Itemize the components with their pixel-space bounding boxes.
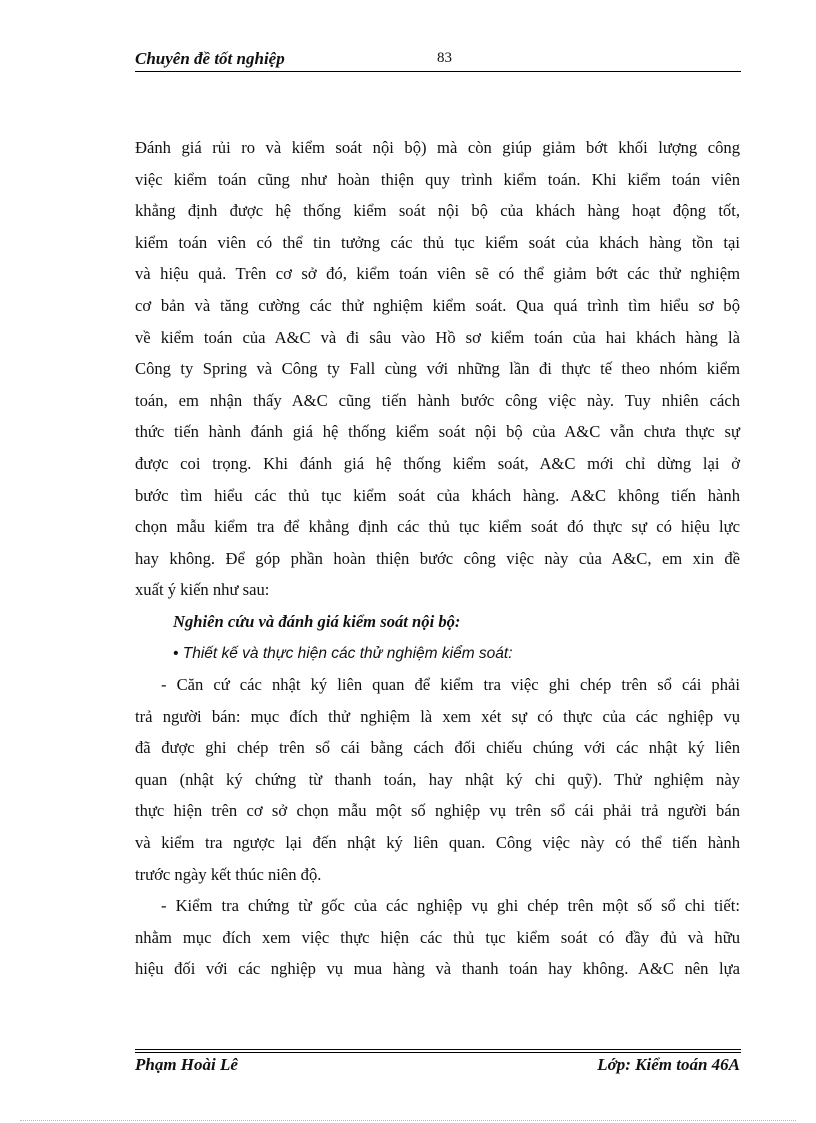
- body-line: và kiểm tra ngược lại đến nhật ký liên quan. Công việc này có thể tiến hành: [135, 833, 740, 853]
- body-line: kiểm toán viên có thể tin tưởng các thủ tục kiểm soát của khách hàng tồn tại: [135, 232, 740, 252]
- body-line: về kiểm toán của A&C và đi sâu vào Hồ sơ kiểm toán của hai khách hàng là: [135, 327, 740, 347]
- body-line: thức tiến hành đánh giá hệ thống kiểm soát nội bộ của A&C vẫn chưa thực sự: [135, 422, 740, 442]
- body-line: bước tìm hiểu các thủ tục kiểm soát của khách hàng. A&C không tiến hành: [135, 485, 740, 505]
- body-line: việc kiểm toán cũng như hoàn thiện quy trình kiểm toán. Khi kiểm toán viên: [135, 169, 740, 189]
- body-line: khẳng định được hệ thống kiểm soát nội bộ của khách hàng hoạt động tốt,: [135, 201, 740, 221]
- body-line: quan (nhật ký chứng từ thanh toán, hay nhật ký chi quỹ). Thử nghiệm này: [135, 769, 740, 789]
- body-line: đã được ghi chép trên sổ cái bằng cách đối chiếu chúng với các nhật ký liên: [135, 738, 740, 758]
- section-heading: Nghiên cứu và đánh giá kiểm soát nội bộ:: [173, 611, 461, 631]
- body-line: - Kiểm tra chứng từ gốc của các nghiệp vụ ghi chép trên một số sổ chi tiết:: [161, 896, 740, 916]
- body-line: và hiệu quả. Trên cơ sở đó, kiểm toán viên sẽ có thể giảm bớt các thử nghiệm: [135, 264, 740, 284]
- body-line: toán, em nhận thấy A&C cũng tiến hành bước công việc này. Tuy nhiên cách: [135, 390, 740, 410]
- footer-class: Lớp: Kiểm toán 46A: [597, 1055, 740, 1074]
- body-line: hay không. Để góp phần hoàn thiện bước công việc này của A&C, em xin đề: [135, 548, 740, 568]
- page-edge-dots: [20, 1120, 796, 1121]
- body-line: trả người bán: mục đích thử nghiệm là xem xét sự có thực của các nghiệp vụ: [135, 706, 740, 726]
- body-line: - Căn cứ các nhật ký liên quan để kiểm tra việc ghi chép trên sổ cái phải: [161, 675, 740, 695]
- document-body: [135, 132, 740, 985]
- header-rule: [135, 71, 741, 72]
- body-line: hiệu đối với các nghiệp vụ mua hàng và thanh toán hay không. A&C nên lựa: [135, 959, 740, 979]
- body-line: Đánh giá rủi ro và kiểm soát nội bộ) mà còn giúp giảm bớt khối lượng công: [135, 138, 740, 157]
- body-line: xuất ý kiến như sau:: [135, 580, 270, 600]
- footer-rule: [135, 1049, 741, 1053]
- header-title: Chuyên đề tốt nghiệp: [135, 49, 285, 68]
- body-line: trước ngày kết thúc niên độ.: [135, 864, 322, 884]
- body-line: nhằm mục đích xem việc thực hiện các thủ tục kiểm soát có đầy đủ và hữu: [135, 927, 740, 947]
- footer-author: Phạm Hoài Lê: [135, 1055, 238, 1074]
- body-line: thực hiện trên cơ sở chọn mẫu một số nghiệp vụ trên sổ cái phải trả người bán: [135, 801, 740, 821]
- body-line: cơ bản và tăng cường các thử nghiệm kiểm soát. Qua quá trình tìm hiểu sơ bộ: [135, 295, 740, 315]
- body-line: được coi trọng. Khi đánh giá hệ thống kiểm soát, A&C mới chỉ dừng lại ở: [135, 453, 740, 473]
- body-line: Công ty Spring và Công ty Fall cùng với những lần đi thực tế theo nhóm kiểm: [135, 359, 740, 379]
- bullet-heading: • Thiết kế và thực hiện các thử nghiệm kiểm soát:: [173, 644, 513, 662]
- page-number: 83: [437, 50, 452, 66]
- body-line: chọn mẫu kiểm tra để khẳng định các thủ tục kiểm soát đó thực sự có hiệu lực: [135, 517, 740, 537]
